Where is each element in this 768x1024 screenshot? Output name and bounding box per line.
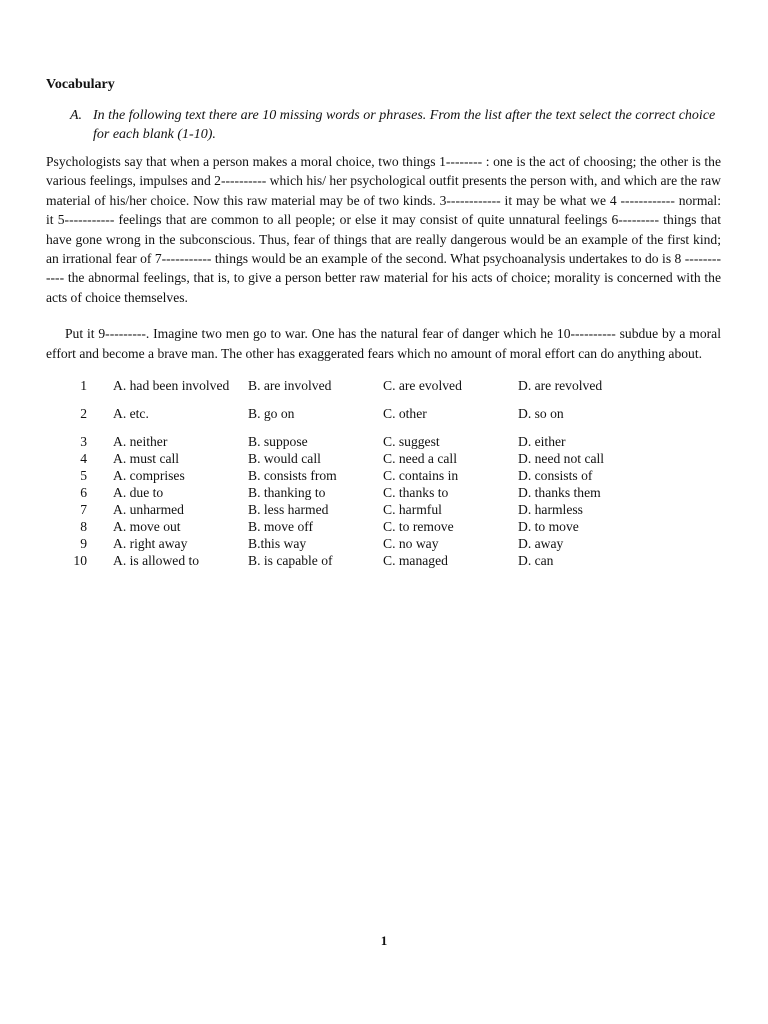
option-b: B. move off — [248, 519, 314, 535]
option-row — [46, 450, 653, 467]
options-table — [46, 377, 653, 569]
option-row — [46, 467, 653, 484]
option-b: B. less harmed — [248, 502, 329, 518]
document-page — [46, 76, 721, 569]
option-c: C. need a call — [383, 451, 457, 467]
instruction-text: In the following text there are 10 missing words or phrases. From the list after the text select the correct choice for each blank (1-10). — [93, 108, 716, 142]
instruction-letter: A. — [70, 108, 83, 123]
option-c: C. managed — [383, 553, 448, 569]
instruction — [46, 106, 721, 144]
option-b: B. is capable of — [248, 553, 333, 569]
option-c: C. to remove — [383, 519, 454, 535]
option-row — [46, 552, 653, 569]
option-d: D. harmless — [518, 502, 583, 518]
passage-paragraph-2: Put it 9---------. Imagine two men go to war. One has the natural fear of danger which he 10---------- subdue by a moral effort and become a brave man. The other has exaggerated fears which no amount of moral effort can do anything about. — [46, 326, 721, 361]
option-d: D. thanks them — [518, 485, 601, 501]
option-row — [46, 518, 653, 535]
option-number: 4 — [80, 451, 87, 467]
option-d: D. are revolved — [518, 378, 603, 394]
option-number: 5 — [80, 468, 87, 484]
option-c: C. are evolved — [383, 378, 462, 394]
option-b: B. go on — [248, 406, 295, 422]
section-heading: Vocabulary — [46, 77, 115, 92]
passage-paragraph-1: Psychologists say that when a person makes a moral choice, two things 1-------- : one is the act of choosing; the other is the various feelings, impulses and 2---------- which his/ her psychological outfit presents the person with, and which are the raw material of his/her choice. Now this raw material may be of two kinds. 3------------ it may be what we 4 ------------ normal: it 5----------- feelings that are common to all people; or else it may consist of quite unnatural feelings 6--------- things that have gone wrong in the subconscious. Thus, fear of things that are really dangerous would be an example of the first kind; an irrational fear of 7----------- things would be an example of the second. What psychoanalysis undertakes to do is 8 ------------ the abnormal feelings, that is, to give a person better raw material for his acts of choice; morality is concerned with the acts of choice themselves. — [46, 154, 721, 305]
option-b: B. are involved — [248, 378, 332, 394]
option-row — [46, 405, 653, 433]
option-a: A. due to — [113, 485, 164, 501]
option-b: B.this way — [248, 536, 307, 552]
option-number: 1 — [80, 378, 87, 394]
option-c: C. thanks to — [383, 485, 449, 501]
option-c: C. no way — [383, 536, 439, 552]
option-b: B. consists from — [248, 468, 337, 484]
option-number: 6 — [80, 485, 87, 501]
option-number: 9 — [80, 536, 87, 552]
option-b: B. would call — [248, 451, 321, 467]
option-b: B. suppose — [248, 434, 308, 450]
option-d: D. to move — [518, 519, 579, 535]
option-c: C. suggest — [383, 434, 440, 450]
option-c: C. harmful — [383, 502, 442, 518]
option-number: 8 — [80, 519, 87, 535]
option-row — [46, 501, 653, 518]
option-number: 3 — [80, 434, 87, 450]
option-number: 2 — [80, 406, 87, 422]
option-c: C. contains in — [383, 468, 459, 484]
option-a: A. is allowed to — [113, 553, 200, 569]
option-d: D. need not call — [518, 451, 605, 467]
option-row — [46, 377, 653, 405]
option-row — [46, 433, 653, 450]
option-d: D. either — [518, 434, 566, 450]
option-a: A. must call — [113, 451, 180, 467]
option-a: A. neither — [113, 434, 168, 450]
option-a: A. had been involved — [113, 378, 230, 394]
option-d: D. so on — [518, 406, 564, 422]
option-a: A. unharmed — [113, 502, 184, 518]
option-number: 7 — [80, 502, 87, 518]
option-c: C. other — [383, 406, 427, 422]
option-b: B. thanking to — [248, 485, 326, 501]
page-number: 1 — [380, 933, 388, 948]
option-a: A. right away — [113, 536, 188, 552]
option-d: D. can — [518, 553, 554, 569]
option-row — [46, 535, 653, 552]
option-a: A. comprises — [113, 468, 185, 484]
option-a: A. move out — [113, 519, 181, 535]
option-d: D. consists of — [518, 468, 593, 484]
option-row — [46, 484, 653, 501]
option-number: 10 — [73, 553, 87, 569]
option-d: D. away — [518, 536, 564, 552]
option-a: A. etc. — [113, 406, 149, 422]
